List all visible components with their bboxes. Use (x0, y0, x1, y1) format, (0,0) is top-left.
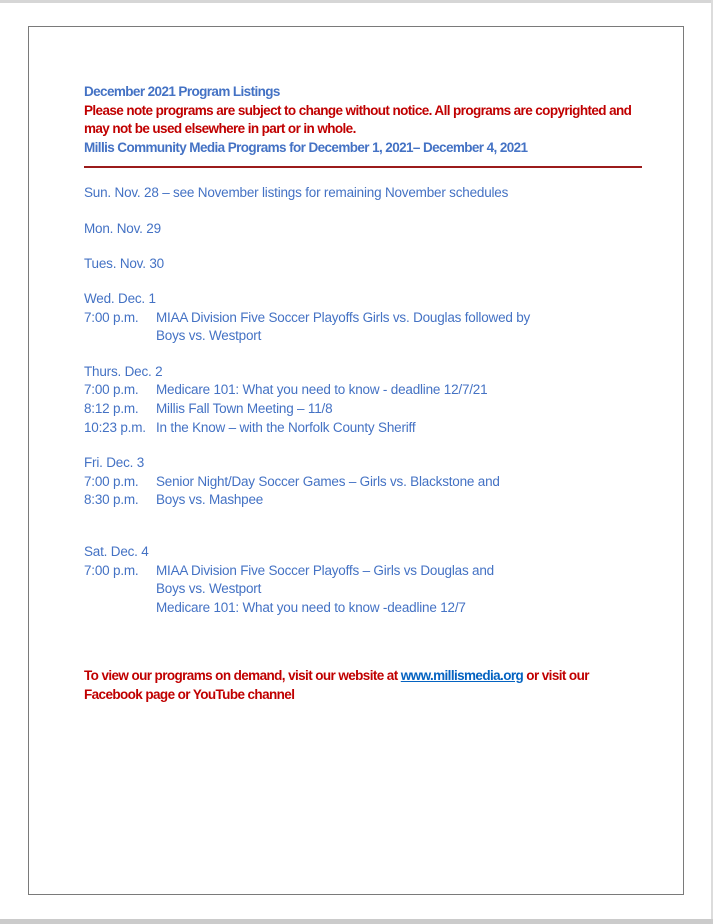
program-time: 7:00 p.m. (84, 473, 139, 489)
program-time: 7:00 p.m. (84, 309, 139, 325)
day-label-mon-nov-29: Mon. Nov. 29 (84, 220, 161, 236)
program-row (84, 562, 643, 581)
program-row (84, 419, 643, 438)
program-time: 7:00 p.m. (84, 562, 139, 578)
program-title: Senior Night/Day Soccer Games – Girls vs. Blackstone and (156, 473, 500, 489)
program-title: Boys vs. Westport (156, 581, 262, 597)
program-title: MIAA Division Five Soccer Playoffs – Girls vs Douglas and (156, 562, 494, 578)
day-label-fri-dec-3: Fri. Dec. 3 (84, 454, 145, 470)
day-label-thurs-dec-2: Thurs. Dec. 2 (84, 363, 163, 379)
program-row-continuation (84, 580, 643, 599)
program-title: Boys vs. Westport (156, 328, 262, 344)
footer-line-2: Facebook page or YouTube channel (84, 686, 295, 702)
day-label-sun-nov-28: Sun. Nov. 28 – see November listings for remaining November schedules (84, 185, 509, 201)
program-title: MIAA Division Five Soccer Playoffs Girls vs. Douglas followed by (156, 309, 531, 325)
window-top-edge (0, 0, 713, 3)
program-time: 7:00 p.m. (84, 382, 139, 398)
day-label-tues-nov-30: Tues. Nov. 30 (84, 255, 164, 271)
program-row (84, 473, 643, 492)
program-row-continuation (84, 327, 643, 346)
doc-subtitle: Millis Community Media Programs for December 1, 2021– December 4, 2021 (84, 140, 528, 156)
footer-text-suffix: or visit our (523, 668, 589, 684)
program-time: 8:30 p.m. (84, 492, 139, 508)
program-title: In the Know – with the Norfolk County Sheriff (156, 419, 416, 435)
program-title: Boys vs. Mashpee (156, 492, 264, 508)
day-label-wed-dec-1: Wed. Dec. 1 (84, 291, 156, 306)
copyright-notice-line-2: may not be used elsewhere in part or in whole. (84, 121, 356, 137)
copyright-notice-line-1: Please note programs are subject to change without notice. All programs are copyrighted and (84, 102, 632, 118)
program-row (84, 309, 643, 328)
program-row (84, 491, 643, 510)
program-row (84, 400, 643, 419)
day-label-sat-dec-4: Sat. Dec. 4 (84, 543, 149, 559)
program-time: 10:23 p.m. (84, 419, 146, 435)
website-link[interactable]: www.millismedia.org (400, 668, 524, 684)
program-title: Medicare 101: What you need to know -deadline 12/7 (156, 599, 466, 615)
doc-title: December 2021 Program Listings (84, 84, 280, 99)
section-divider-rule (84, 166, 642, 168)
program-title: Millis Fall Town Meeting – 11/8 (156, 400, 333, 416)
document-page (28, 26, 684, 895)
document-content (29, 27, 683, 705)
program-row-continuation (84, 599, 643, 618)
window-bottom-edge (0, 919, 713, 924)
program-title: Medicare 101: What you need to know - deadline 12/7/21 (156, 382, 488, 398)
program-time: 8:12 p.m. (84, 400, 139, 416)
footer-text-prefix: To view our programs on demand, visit our website at (84, 668, 401, 684)
program-row (84, 381, 643, 400)
footer-line-1 (84, 667, 643, 686)
